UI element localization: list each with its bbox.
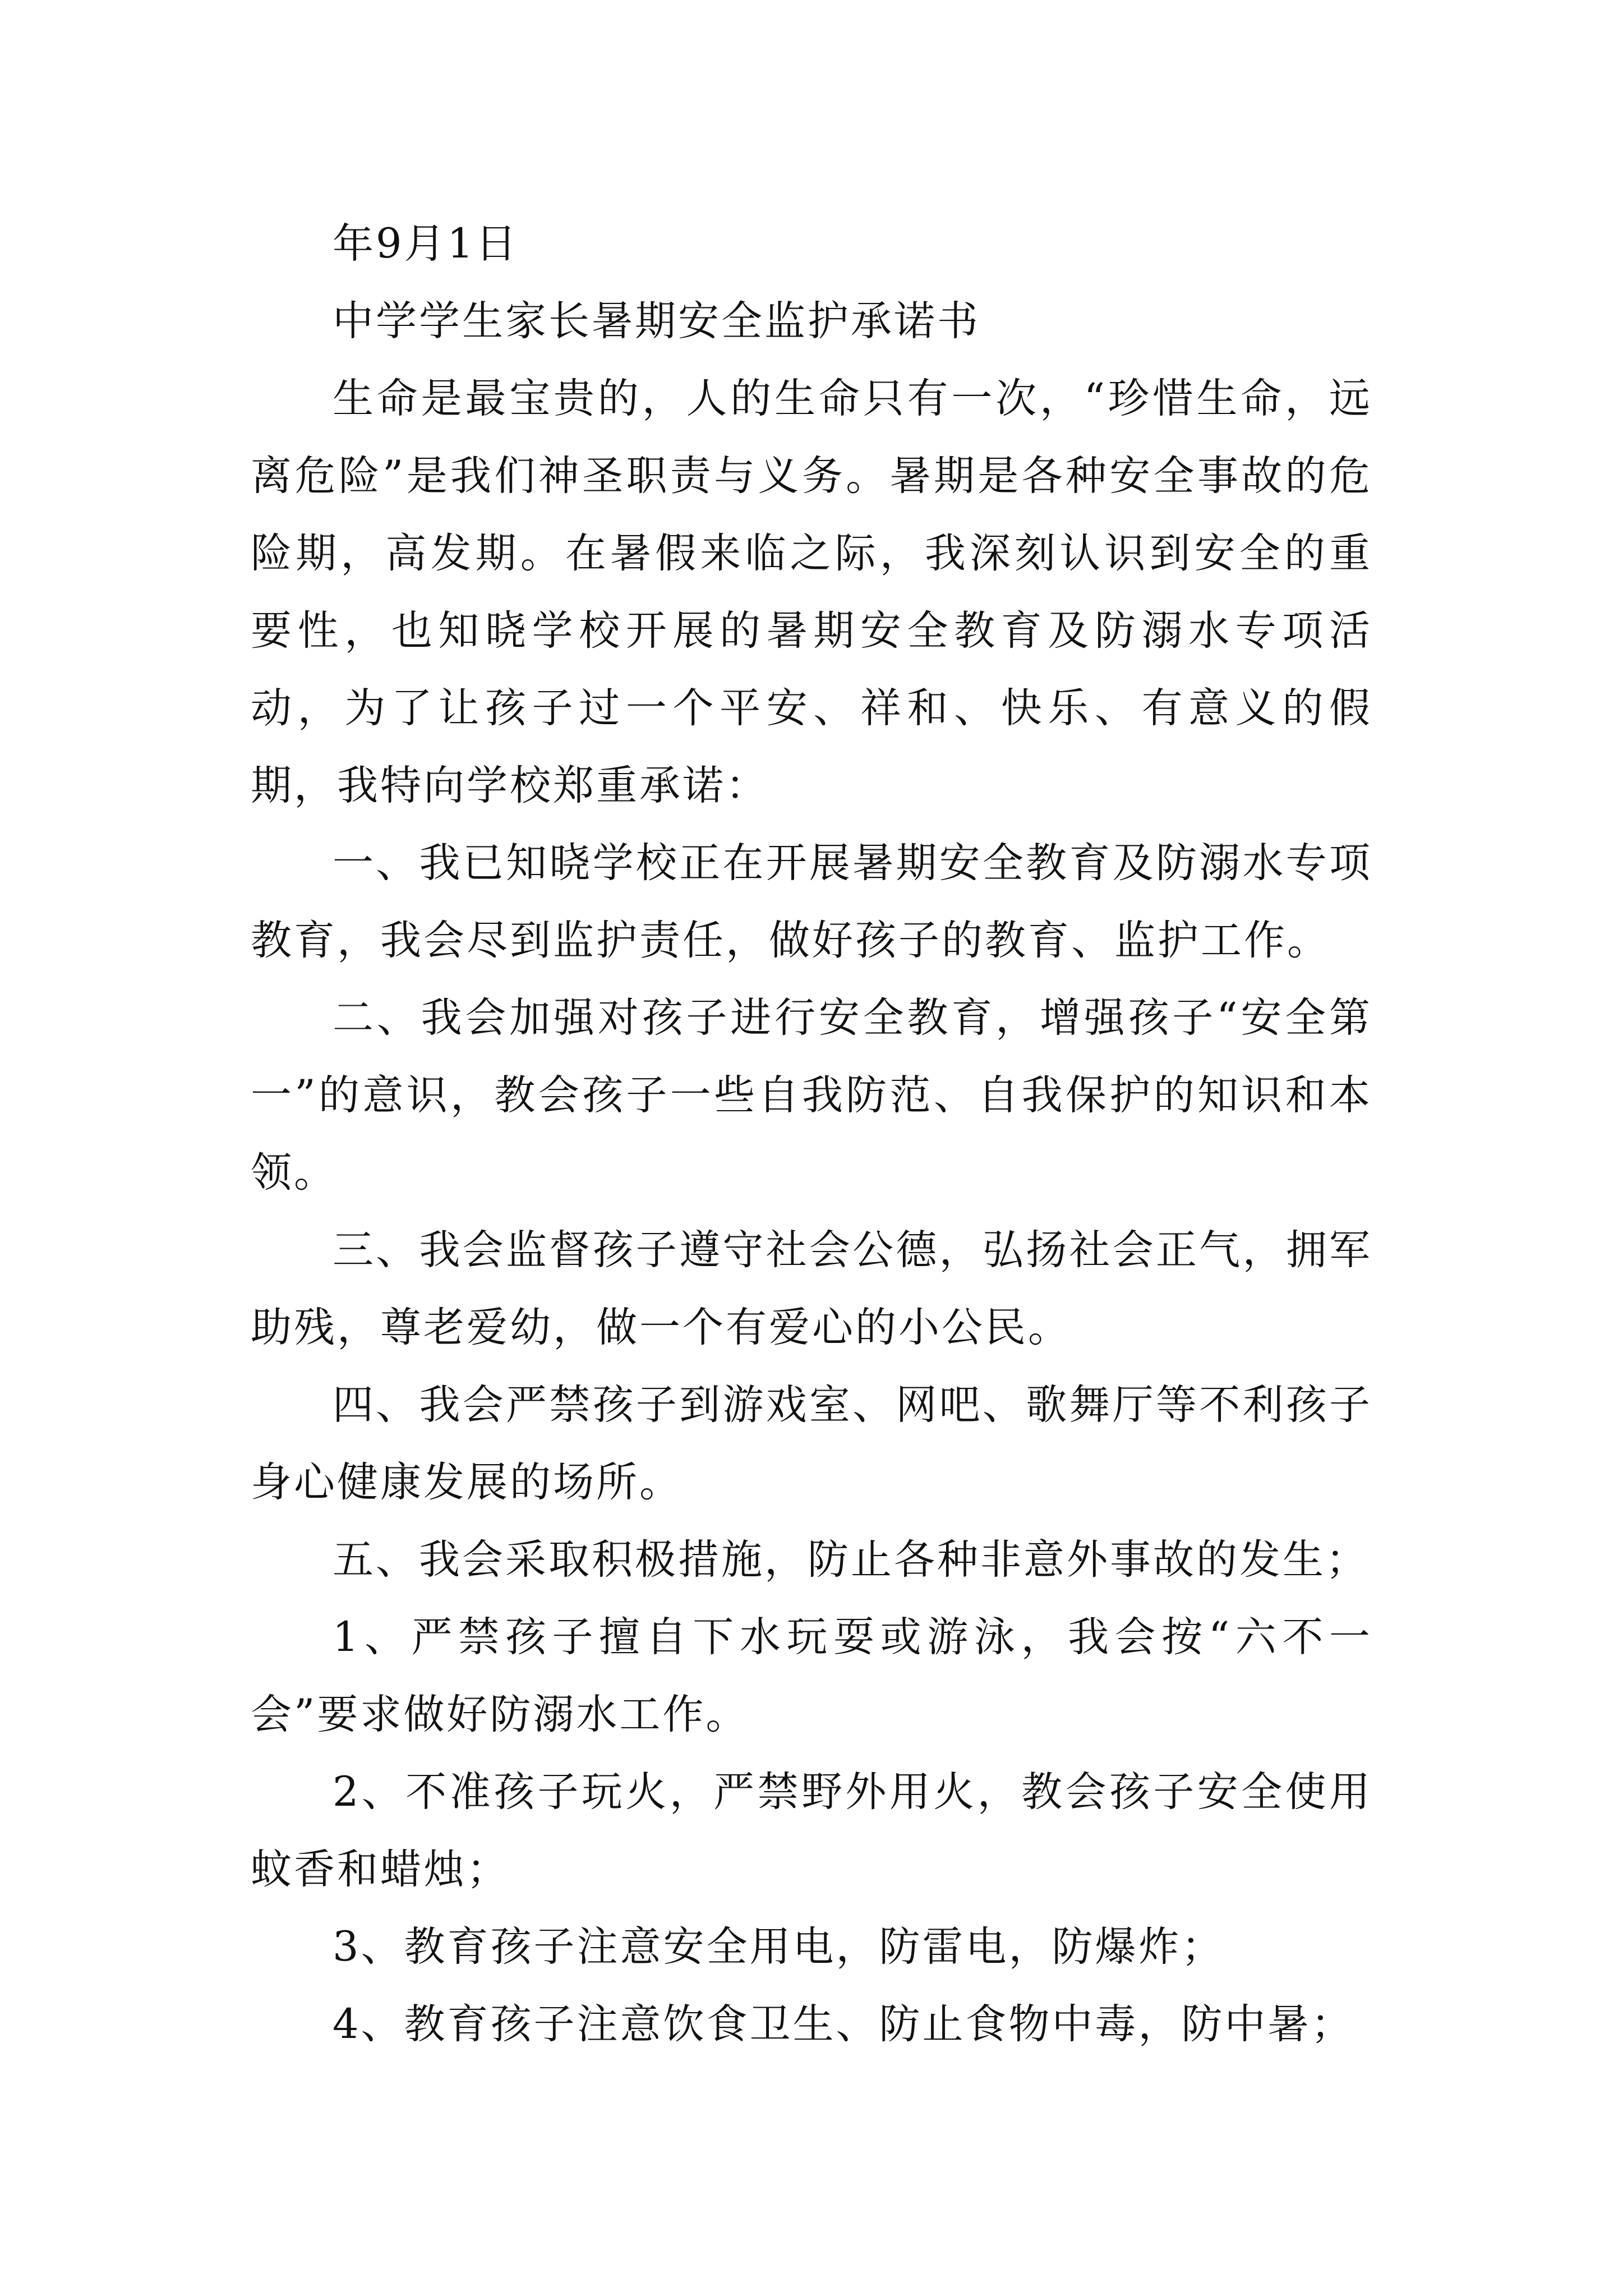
sub-item-2: 2、不准孩子玩火，严禁野外用火，教会孩子安全使用蚊香和蜡烛； bbox=[251, 1768, 1372, 1893]
sub-item-4: 4、教育孩子注意饮食卫生、防止食物中毒，防中暑； bbox=[333, 2000, 1354, 2048]
sub-item-3: 3、教育孩子注意安全用电，防雷电，防爆炸； bbox=[333, 1923, 1225, 1971]
date-line: 年9月1日 bbox=[333, 220, 519, 268]
commitment-item-2: 二、我会加强对孩子进行安全教育，增强孩子“安全第一”的意识，教会孩子一些自我防范、自我保护的知识和本领。 bbox=[251, 994, 1372, 1197]
commitment-item-4: 四、我会严禁孩子到游戏室、网吧、歌舞厅等不利孩子身心健康发展的场所。 bbox=[251, 1381, 1372, 1506]
sub-item-1: 1、严禁孩子擅自下水玩耍或游泳，我会按“六不一会”要求做好防溺水工作。 bbox=[251, 1613, 1372, 1738]
document-title: 中学学生家长暑期安全监护承诺书 bbox=[333, 297, 980, 345]
intro-paragraph: 生命是最宝贵的，人的生命只有一次，“珍惜生命，远离危险”是我们神圣职责与义务。暑期是各种安全事故的危险期，高发期。在暑假来临之际，我深刻认识到安全的重要性，也知晓学校开展的暑期安全教育及防溺水专项活动，为了让孩子过一个平安、祥和、快乐、有意义的假期，我特向学校郑重承诺： bbox=[251, 375, 1372, 809]
commitment-item-5: 五、我会采取积极措施，防止各种非意外事故的发生； bbox=[333, 1536, 1369, 1584]
commitment-item-3: 三、我会监督孩子遵守社会公德，弘扬社会正气，拥军助残，尊老爱幼，做一个有爱心的小公民。 bbox=[251, 1226, 1372, 1351]
commitment-item-1: 一、我已知晓学校正在开展暑期安全教育及防溺水专项教育，我会尽到监护责任，做好孩子的教育、监护工作。 bbox=[251, 839, 1372, 964]
document-body bbox=[251, 205, 1372, 2063]
